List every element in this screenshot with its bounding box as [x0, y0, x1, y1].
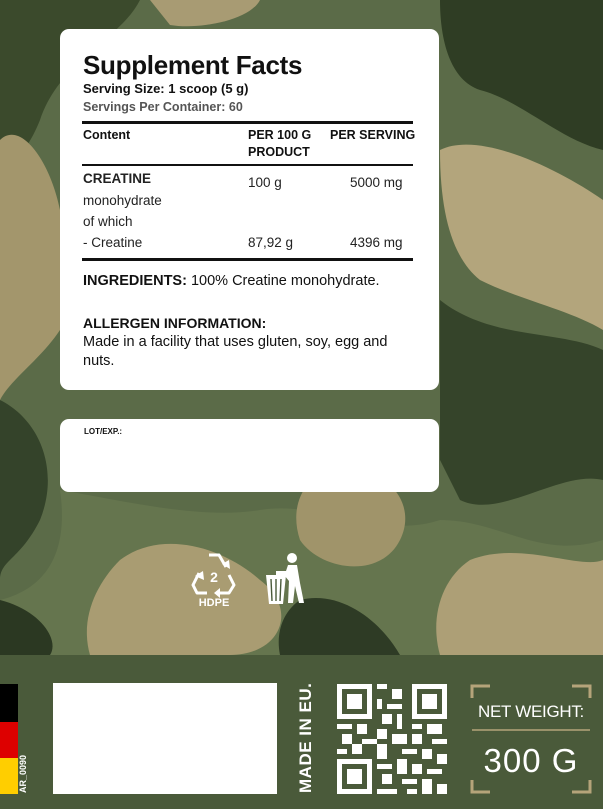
recycling-icon [189, 549, 239, 609]
divider [82, 121, 413, 124]
flag-stripe-black [0, 684, 18, 722]
row-per100: 100 g [248, 175, 282, 190]
allergen-text: Made in a facility that uses gluten, soy, egg and nuts. [83, 334, 388, 369]
row-name: CREATINE [83, 171, 152, 186]
flag-stripe-gold [0, 758, 18, 794]
lot-exp-box [60, 419, 439, 492]
row-serving: 5000 mg [350, 175, 403, 190]
servings-per-container: Servings Per Container: 60 [83, 100, 243, 114]
ingredients-label: INGREDIENTS: [83, 273, 187, 289]
lot-exp-label: LOT/EXP.: [84, 427, 123, 436]
product-code: AR_0090 [18, 754, 28, 793]
serving-size: Serving Size: 1 scoop (5 g) [83, 81, 249, 96]
facts-title: Supplement Facts [83, 50, 303, 80]
header-content: Content [83, 128, 131, 142]
header-per-serving: PER SERVING [330, 128, 416, 142]
ingredients [83, 273, 380, 289]
ingredients-text: 100% Creatine monohydrate. [186, 273, 380, 289]
net-weight-value: 300 G [483, 742, 579, 779]
header-per100-line1: PER 100 G [248, 128, 312, 142]
divider [82, 164, 413, 166]
made-in-label: MADE IN EU. [296, 682, 315, 793]
recycle-number: 2 [210, 569, 218, 585]
divider [82, 258, 413, 261]
header-per100-line2: PRODUCT [248, 145, 310, 159]
row-name: of which [83, 214, 133, 229]
allergen-title: ALLERGEN INFORMATION: [83, 315, 267, 331]
net-weight-box [470, 684, 592, 794]
row-serving: 4396 mg [350, 235, 403, 250]
row-name: - Creatine [83, 235, 143, 250]
tidyman-icon [264, 551, 308, 605]
flag-stripe-red [0, 722, 18, 758]
net-weight-label: NET WEIGHT: [478, 702, 584, 721]
row-per100: 87,92 g [248, 235, 294, 250]
recycle-material: HDPE [198, 597, 230, 609]
row-name: monohydrate [83, 193, 162, 208]
barcode-area [53, 683, 277, 794]
qr-code [337, 684, 447, 794]
supplement-facts-panel [60, 29, 439, 390]
germany-flag [0, 684, 18, 809]
